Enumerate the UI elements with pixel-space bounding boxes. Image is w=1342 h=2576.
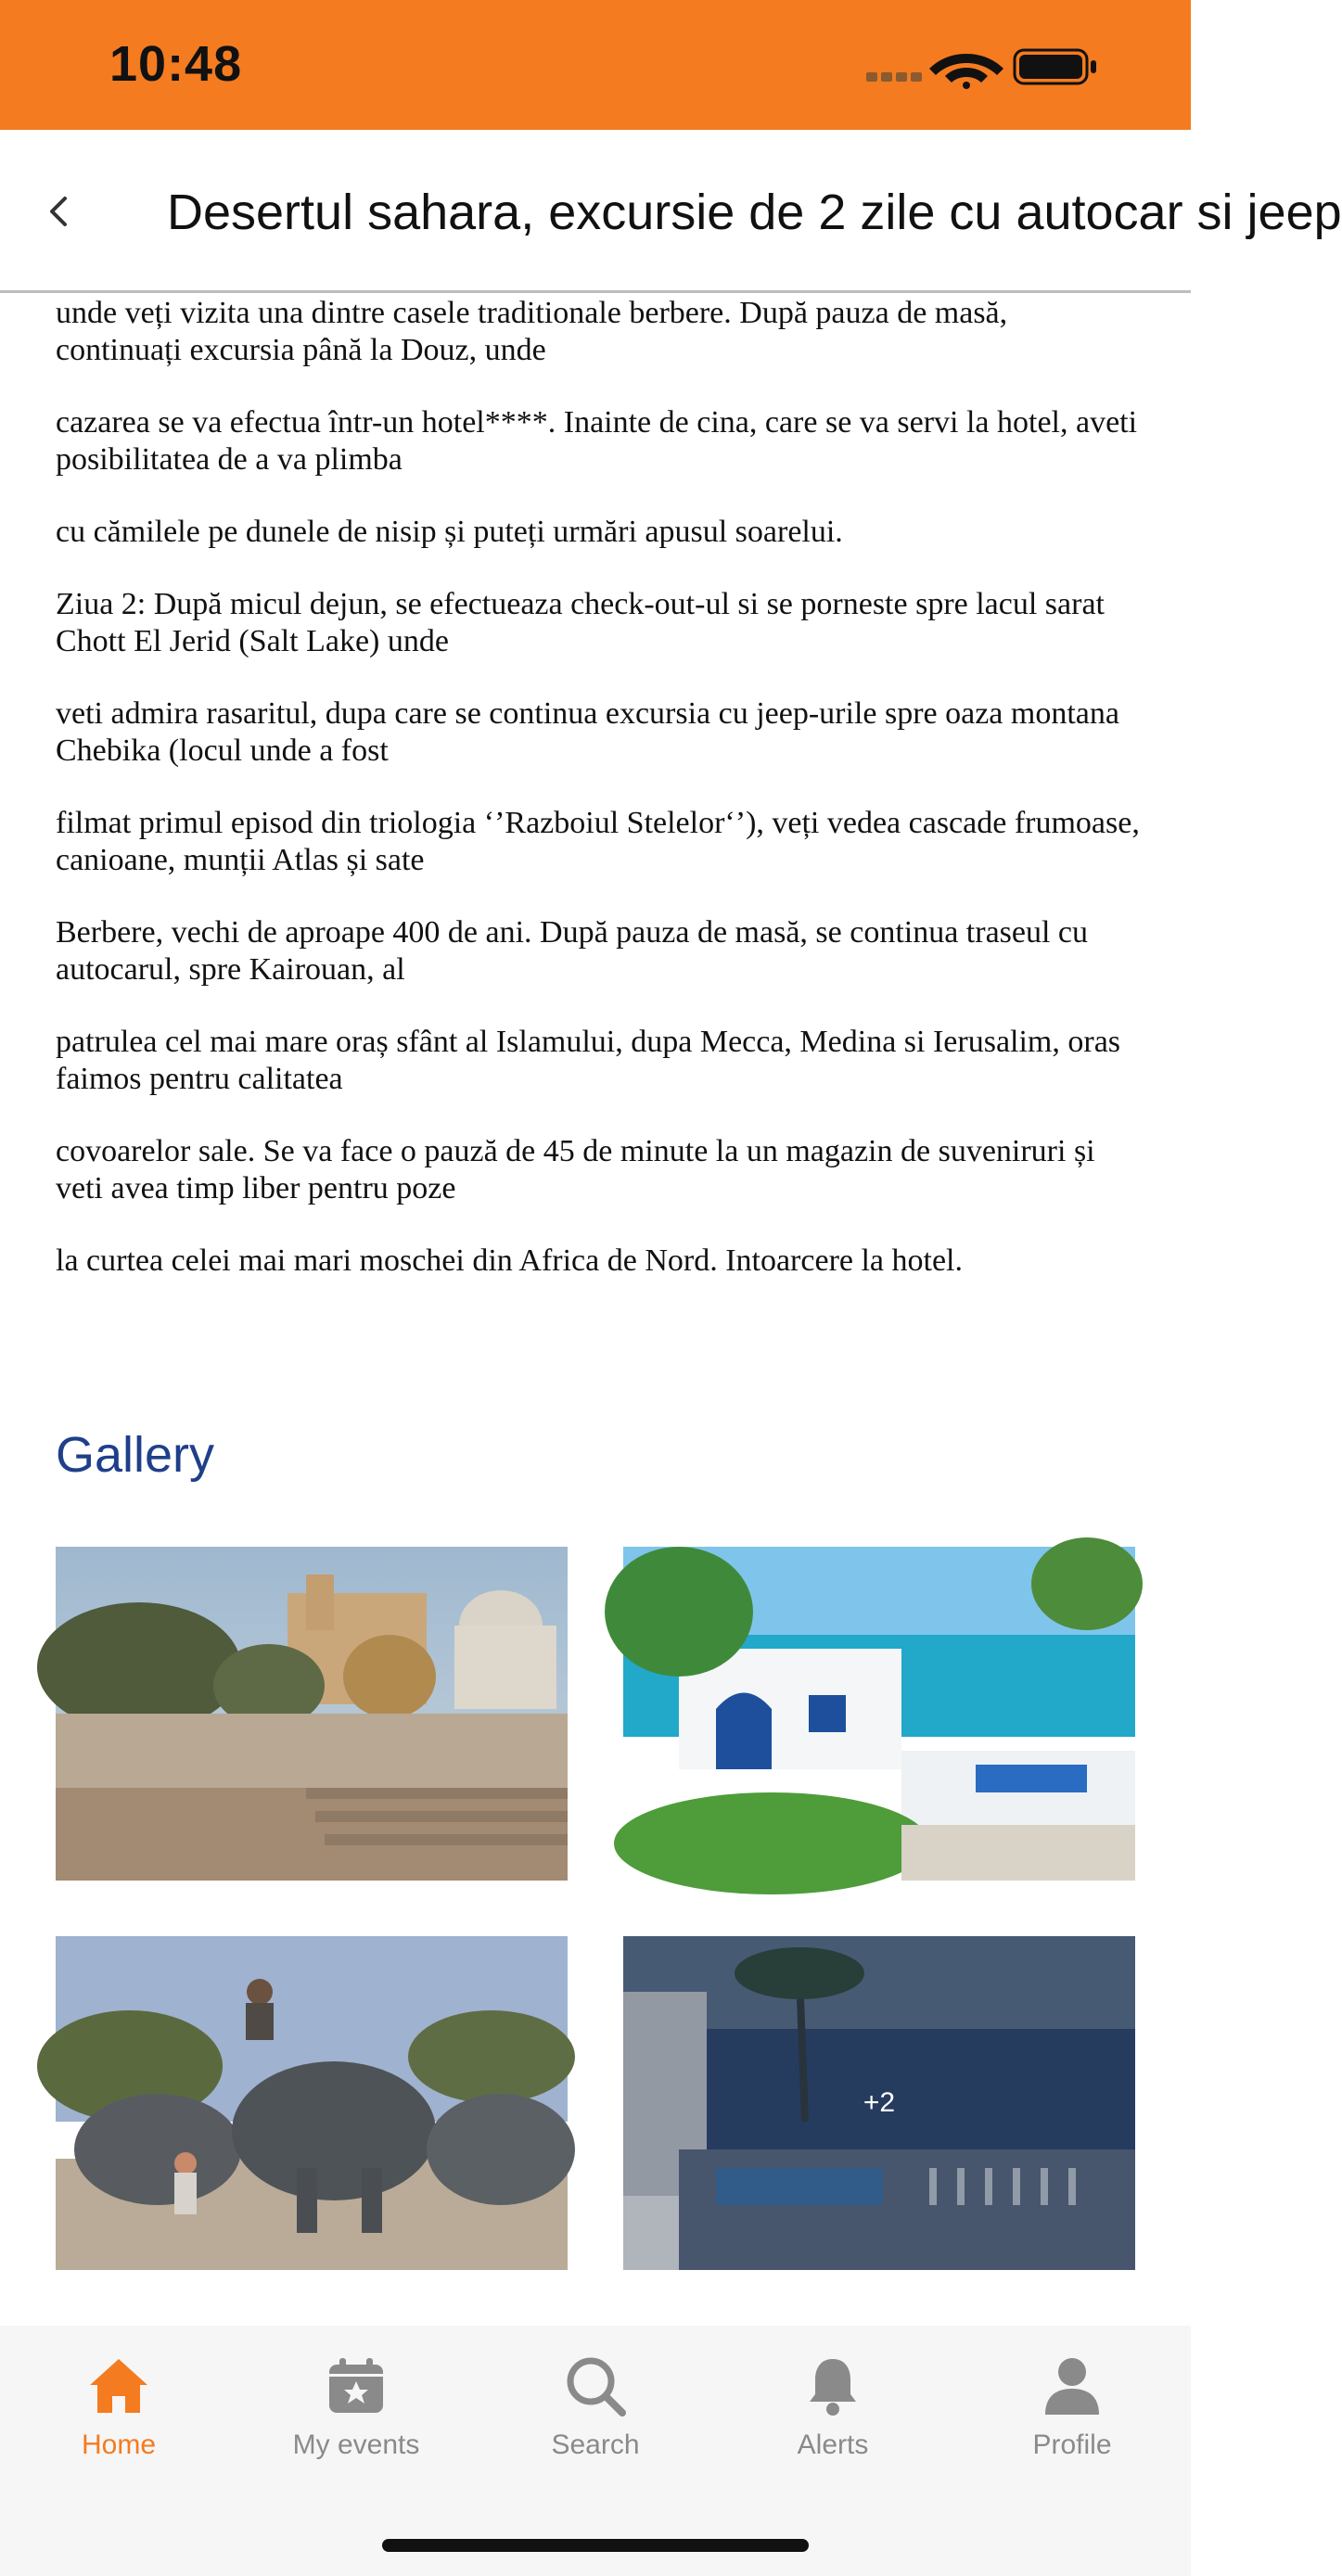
back-button[interactable] xyxy=(26,178,93,245)
calendar-star-icon xyxy=(324,2353,389,2418)
description-paragraph: veti admira rasaritul, dupa care se continua excursia cu jeep-urile spre oaza montana Chebika (locul unde a fost xyxy=(56,696,1119,768)
nav-item-search[interactable] xyxy=(503,2353,688,2461)
nav-item-profile[interactable] xyxy=(979,2353,1165,2461)
status-time: 10:48 xyxy=(109,36,243,92)
nav-label-search: Search xyxy=(551,2429,640,2460)
nav-item-alerts[interactable] xyxy=(740,2353,926,2461)
gallery-title: Gallery xyxy=(56,1427,215,1483)
status-icons xyxy=(866,45,1117,89)
description-paragraph: la curtea celei mai mari moschei din Africa de Nord. Intoarcere la hotel. xyxy=(56,1243,963,1278)
gallery-more-count: +2 xyxy=(863,2087,896,2118)
gallery-image-harbor[interactable] xyxy=(623,1936,1135,2270)
description-paragraph: filmat primul episod din triologia ‘’Razboiul Stelelor‘’), veți vedea cascade frumoase, canioane, munții Atlas și sate xyxy=(56,806,1140,877)
home-icon xyxy=(86,2353,151,2418)
gallery-more-overlay xyxy=(623,1936,1135,2270)
wifi-icon xyxy=(929,54,1003,89)
gallery-image-cathedral[interactable] xyxy=(56,1547,568,1881)
bell-icon xyxy=(800,2353,865,2418)
header xyxy=(0,130,1342,293)
description-paragraph: cu cămilele pe dunele de nisip și puteți urmări apusul soarelui. xyxy=(56,515,843,549)
nav-item-home[interactable] xyxy=(26,2353,211,2461)
description-paragraph: cazarea se va efectua într-un hotel****. Inainte de cina, care se va servi la hotel, aveti posibilitatea de a va plimba xyxy=(56,405,1138,477)
search-icon xyxy=(563,2353,628,2418)
nav-label-home: Home xyxy=(81,2429,157,2460)
description-paragraph: Ziua 2: După micul dejun, se efectueaza check-out-ul si se porneste spre lacul sarat Chott El Jerid (Salt Lake) unde xyxy=(56,587,1105,658)
home-indicator xyxy=(382,2539,809,2552)
gallery-image-elephants[interactable] xyxy=(56,1936,568,2270)
description-paragraph: unde veți vizita una dintre casele traditionale berbere. După pauza de masă, continuați excursia până la Douz, unde xyxy=(56,296,1008,367)
nav-label-alerts: Alerts xyxy=(797,2429,869,2460)
signal-icon xyxy=(866,72,922,82)
chevron-left-icon xyxy=(41,193,78,230)
description-paragraph: patrulea cel mai mare oraș sfânt al Islamului, dupa Mecca, Medina si Ierusalim, oras faimos pentru calitatea xyxy=(56,1025,1121,1096)
status-bar xyxy=(0,0,1191,130)
battery-icon xyxy=(1015,50,1096,83)
page-title: Desertul sahara, excursie de 2 zile cu autocar si jeep xyxy=(167,185,1342,240)
nav-label-profile: Profile xyxy=(1032,2429,1112,2460)
description-paragraph: Berbere, vechi de aproape 400 de ani. După pauza de masă, se continua traseul cu autocarul, spre Kairouan, al xyxy=(56,915,1089,987)
user-icon xyxy=(1040,2353,1105,2418)
gallery-image-terrace[interactable] xyxy=(623,1547,1135,1881)
nav-label-my-events: My events xyxy=(292,2429,420,2460)
description-paragraph: covoarelor sale. Se va face o pauză de 45 de minute la un magazin de suveniruri și veti avea timp liber pentru poze xyxy=(56,1134,1095,1205)
nav-item-my-events[interactable] xyxy=(263,2353,449,2461)
description-text xyxy=(56,295,1141,1315)
